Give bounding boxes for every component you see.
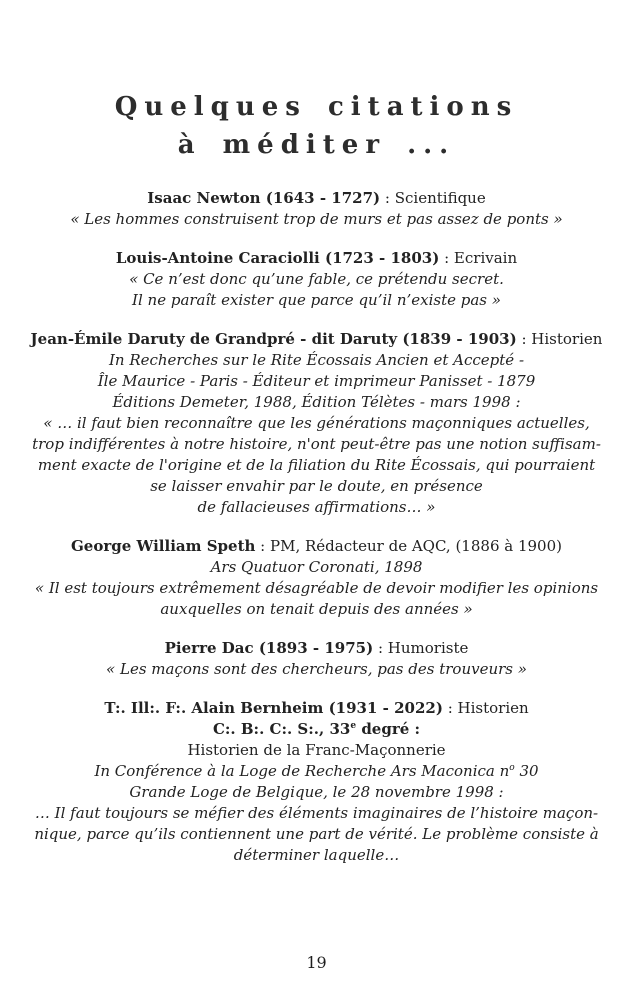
text-run: auxquelles on tenait depuis des années » — [160, 600, 473, 618]
quote-section — [0, 329, 633, 518]
text-run: : Ecrivain — [439, 249, 518, 267]
quote-text-line — [0, 497, 633, 518]
text-run: degré : — [356, 720, 421, 738]
quote-text-line — [0, 392, 633, 413]
text-run: : PM, Rédacteur de AQC, (1886 à 1900) — [255, 537, 562, 555]
quote-text-line — [0, 719, 633, 740]
text-run: … Il faut toujours se méfier des éléments imaginaires de l’histoire maçon- — [34, 804, 599, 822]
text-run: nique, parce qu’ils contiennent une part de vérité. Le problème consiste à — [34, 825, 599, 843]
quote-text-line — [0, 434, 633, 455]
quote-author-line — [0, 188, 633, 209]
text-run: T:. Ill:. F:. Alain Bernheim (1931 - 2022) — [104, 699, 443, 717]
quote-section — [0, 698, 633, 866]
quote-text-line — [0, 599, 633, 620]
text-run: Ars Quatuor Coronati, 1898 — [210, 558, 423, 576]
text-run: « Ce n’est donc qu’une fable, ce prétendu secret. — [129, 270, 504, 288]
text-run: « … il faut bien reconnaître que les générations maçonniques actuelles, — [43, 414, 590, 432]
quote-text-line — [0, 824, 633, 845]
quote-text-line — [0, 350, 633, 371]
text-run: de fallacieuses affirmations… » — [197, 498, 436, 516]
quote-author-line — [0, 638, 633, 659]
quote-text-line — [0, 476, 633, 497]
text-run: : Scientifique — [380, 189, 486, 207]
quote-text-line — [0, 371, 633, 392]
text-run: Jean-Émile Daruty de Grandpré - dit Daruty (1839 - 1903) — [30, 330, 517, 348]
page-title-line1: Quelques citations — [114, 92, 519, 122]
text-run: « Les hommes construisent trop de murs et pas assez de ponts » — [70, 210, 563, 228]
quote-text-line — [0, 455, 633, 476]
text-run: ment exacte de l'origine et de la filiation du Rite Écossais, qui pourraient — [37, 456, 596, 474]
text-run: Éditions Demeter, 1988, Édition Télètes - mars 1998 : — [112, 393, 521, 411]
quote-text-line — [0, 845, 633, 866]
quote-text-line — [0, 761, 633, 782]
quote-section — [0, 638, 633, 680]
text-run: Grande Loge de Belgique, le 28 novembre 1998 : — [129, 783, 504, 801]
quote-text-line — [0, 557, 633, 578]
text-run: e — [350, 721, 357, 731]
text-run: se laisser envahir par le doute, en présence — [150, 477, 483, 495]
text-run: Historien de la Franc-Maçonnerie — [187, 741, 446, 759]
quote-text-line — [0, 209, 633, 230]
text-run: « Les maçons sont des chercheurs, pas des trouveurs » — [106, 660, 527, 678]
text-run: Isaac Newton (1643 - 1727) — [147, 189, 381, 207]
quotes-list — [0, 188, 633, 866]
text-run: C:. B:. C:. S:., 33 — [212, 720, 351, 738]
quote-text-line — [0, 803, 633, 824]
text-run: George William Speth — [71, 537, 256, 555]
page-number: 19 — [306, 953, 327, 972]
quote-author-line — [0, 698, 633, 719]
quote-text-line — [0, 578, 633, 599]
quote-text-line — [0, 413, 633, 434]
quote-section — [0, 188, 633, 230]
text-run: Pierre Dac (1893 - 1975) — [164, 639, 374, 657]
text-run: trop indifférentes à notre histoire, n'ont peut-être pas une notion suffisam- — [32, 435, 601, 453]
text-run: o — [509, 763, 515, 773]
quote-text-line — [0, 740, 633, 761]
text-run: 30 — [514, 762, 539, 780]
text-run: In Conférence à la Loge de Recherche Ars Maconica n — [94, 762, 510, 780]
text-run: : Humoriste — [373, 639, 469, 657]
text-run: déterminer laquelle… — [233, 846, 400, 864]
page-title — [0, 88, 633, 164]
quote-section — [0, 248, 633, 311]
text-run: « Il est toujours extrêmement désagréable de devoir modifier les opinions — [34, 579, 599, 597]
quote-text-line — [0, 659, 633, 680]
text-run: Louis-Antoine Caraciolli (1723 - 1803) — [115, 249, 440, 267]
text-run: Île Maurice - Paris - Éditeur et imprimeur Panisset - 1879 — [97, 372, 536, 390]
quote-author-line — [0, 248, 633, 269]
text-run: : Historien — [516, 330, 603, 348]
quote-author-line — [0, 536, 633, 557]
text-run: : Historien — [442, 699, 529, 717]
quote-text-line — [0, 290, 633, 311]
quote-author-line — [0, 329, 633, 350]
quote-text-line — [0, 782, 633, 803]
text-run: Il ne paraît exister que parce qu’il n’existe pas » — [132, 291, 501, 309]
quote-section — [0, 536, 633, 620]
text-run: In Recherches sur le Rite Écossais Ancien et Accepté - — [108, 351, 525, 369]
quote-text-line — [0, 269, 633, 290]
page-title-line2: à méditer ... — [177, 130, 456, 160]
